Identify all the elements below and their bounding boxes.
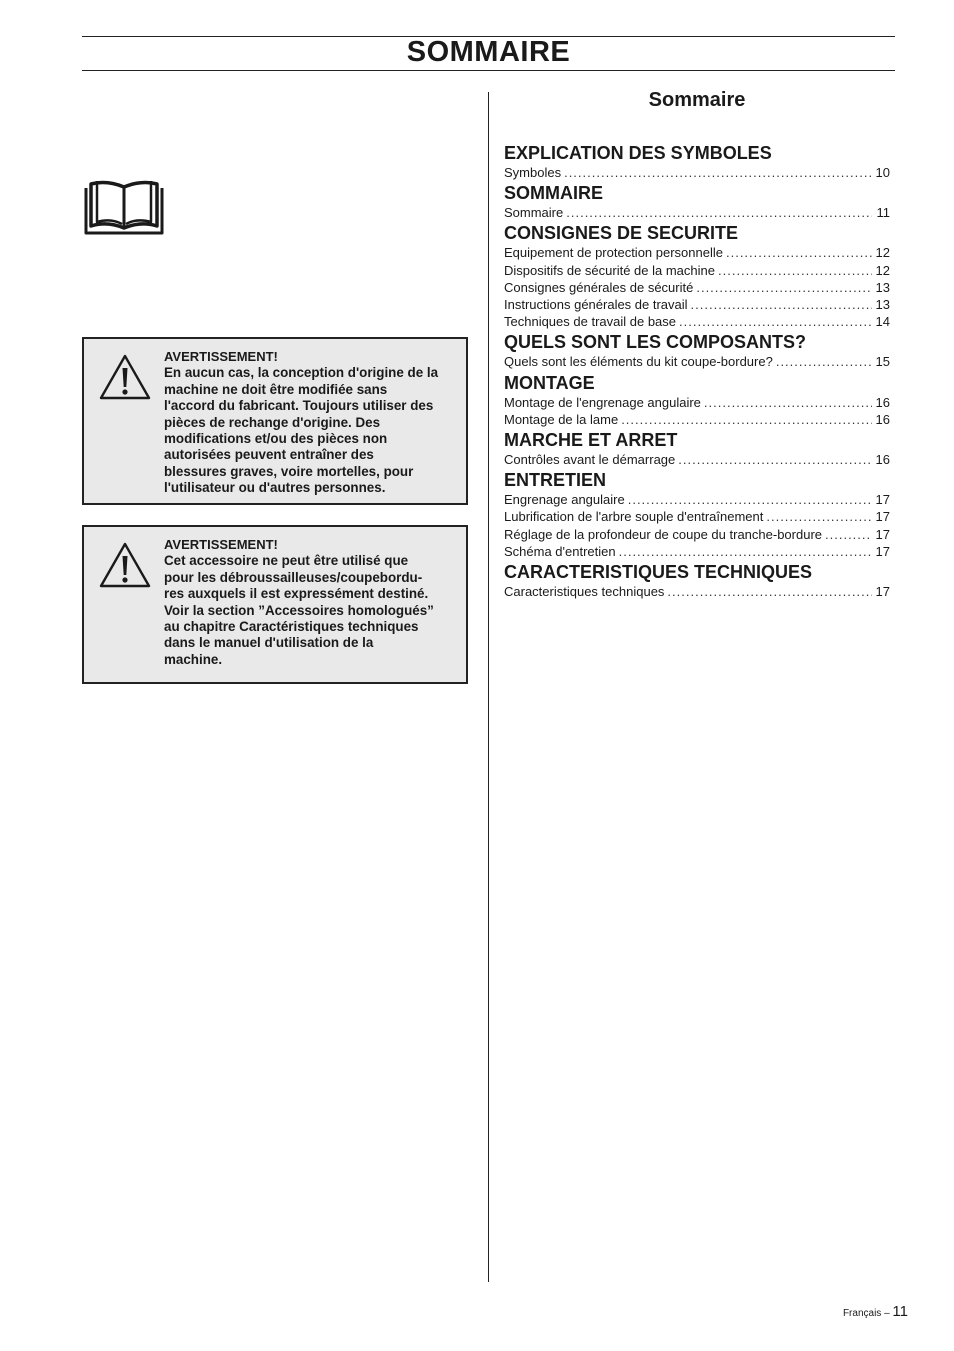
- warning-body: Cet accessoire ne peut être utilisé que pour les débroussailleuses/coupebordu- res auxquels il est expressément destiné. Voir la section ”Accessoires homologués” au chapitre Caractéristiques techniques dans le manuel d'utilisation de la machine.: [164, 553, 434, 667]
- toc-section-heading: QUELS SONT LES COMPOSANTS?: [504, 332, 807, 353]
- toc-entry-label: Instructions générales de travail: [504, 297, 688, 313]
- warning-heading: AVERTISSEMENT!: [164, 349, 278, 364]
- toc-entry: [504, 244, 890, 261]
- toc-entry: [504, 204, 890, 221]
- toc-entry-page: 15: [875, 354, 890, 370]
- toc-entry-page: 16: [875, 411, 890, 427]
- column-divider: [488, 92, 489, 1282]
- toc-entry-label: Quels sont les éléments du kit coupe-bordure?: [504, 354, 773, 370]
- toc-entry-page: 12: [875, 262, 890, 278]
- toc-entry: [504, 491, 890, 508]
- footer-page-number: 11: [892, 1303, 908, 1320]
- toc-entry: [504, 296, 890, 313]
- toc-entry: [504, 451, 890, 468]
- toc-entry-label: Lubrification de l'arbre souple d'entraînement: [504, 509, 764, 525]
- toc-entry-label: Contrôles avant le démarrage: [504, 452, 676, 468]
- toc-sections: [504, 143, 890, 600]
- toc-dot-leader: [679, 313, 872, 330]
- toc-dot-leader: [691, 296, 872, 313]
- toc-entry: [504, 543, 890, 560]
- toc-dot-leader: [619, 543, 872, 560]
- toc-section-heading: CARACTERISTIQUES TECHNIQUES: [504, 562, 813, 583]
- toc-entry: [504, 262, 890, 279]
- toc-section: [504, 183, 890, 221]
- toc-dot-leader: [766, 508, 871, 525]
- toc-entry-label: Engrenage angulaire: [504, 492, 625, 508]
- toc-section: [504, 143, 890, 181]
- toc-section-heading: CONSIGNES DE SECURITE: [504, 223, 739, 244]
- toc-entry-page: 17: [875, 526, 890, 542]
- toc-entry-page: 10: [875, 165, 890, 180]
- toc-entry-label: Equipement de protection personnelle: [504, 245, 723, 261]
- toc-entry-page: 13: [875, 279, 890, 295]
- toc-entry-page: 16: [875, 394, 890, 410]
- toc-entry-page: 12: [875, 245, 890, 261]
- toc-section-heading: SOMMAIRE: [504, 183, 603, 204]
- toc-dot-leader: [566, 204, 872, 221]
- toc-title: Sommaire: [648, 89, 746, 111]
- footer-language: Français –: [842, 1308, 890, 1319]
- toc-entry-page: 14: [875, 314, 890, 330]
- toc-entry: [504, 583, 890, 600]
- toc-entry-page: 11: [876, 205, 890, 221]
- toc-section: [504, 562, 890, 600]
- toc-entry: [504, 526, 890, 543]
- toc-entry: [504, 164, 890, 181]
- toc-dot-leader: [628, 491, 872, 508]
- page-footer: [843, 1303, 908, 1320]
- toc-entry-label: Schéma d'entretien: [504, 543, 616, 559]
- toc-dot-leader: [621, 411, 871, 428]
- toc-entry: [504, 313, 890, 330]
- toc-section: [504, 332, 890, 370]
- toc-entry-label: Réglage de la profondeur de coupe du tranche-bordure: [504, 526, 823, 542]
- toc-entry-label: Caracteristiques techniques: [504, 584, 665, 600]
- toc-section-heading: MONTAGE: [504, 372, 595, 393]
- warning-text: [164, 349, 458, 497]
- warning-triangle-icon: [98, 541, 152, 589]
- toc-dot-leader: [678, 451, 871, 468]
- toc-entry: [504, 411, 890, 428]
- warning-triangle-icon: [98, 353, 152, 401]
- toc-entry-page: 17: [875, 543, 890, 559]
- warning-text: [164, 537, 458, 668]
- toc-entry: [504, 394, 890, 411]
- toc-dot-leader: [704, 394, 872, 411]
- toc-section: [504, 470, 890, 560]
- toc-section-heading: ENTRETIEN: [504, 470, 607, 491]
- toc-entry-label: Techniques de travail de base: [504, 314, 677, 330]
- toc-section: [504, 430, 890, 468]
- title-underline: [82, 70, 895, 71]
- toc-dot-leader: [718, 262, 872, 279]
- warning-box-modification: [82, 337, 468, 505]
- book-icon: [83, 178, 165, 236]
- toc-entry-page: 17: [875, 492, 890, 508]
- toc-entry-label: Montage de l'engrenage angulaire: [504, 394, 701, 410]
- toc-entry-label: Montage de la lame: [504, 411, 619, 427]
- toc-entry-label: Sommaire: [504, 205, 564, 221]
- toc-entry: [504, 353, 890, 370]
- toc-entry-page: 16: [875, 452, 890, 468]
- toc-section: [504, 223, 890, 330]
- toc-entry-page: 13: [875, 297, 890, 313]
- page-title: SOMMAIRE: [406, 36, 571, 68]
- toc-entry: [504, 508, 890, 525]
- toc-dot-leader: [776, 353, 872, 370]
- toc-entry-label: Consignes générales de sécurité: [504, 279, 694, 295]
- toc-entry-label: Dispositifs de sécurité de la machine: [504, 262, 715, 278]
- toc-entry-label: Symboles: [504, 165, 562, 180]
- warning-box-accessory: [82, 525, 468, 684]
- toc-dot-leader: [564, 164, 871, 181]
- toc-section-heading: EXPLICATION DES SYMBOLES: [504, 143, 772, 163]
- toc-section-heading: MARCHE ET ARRET: [504, 430, 678, 451]
- toc-entry-page: 17: [875, 584, 890, 600]
- toc-dot-leader: [726, 244, 872, 261]
- toc-entry-page: 17: [875, 509, 890, 525]
- toc-dot-leader: [667, 583, 871, 600]
- toc-section: [504, 373, 890, 428]
- warning-body: En aucun cas, la conception d'origine de la machine ne doit être modifiée sans l'accord du fabricant. Toujours utiliser des pièces de rechange d'origine. Des modifications et/ou des pièces non autorisées peuvent entraîner des blessures graves, voire mortelles, pour l'utilisateur ou d'autres personnes.: [164, 365, 439, 496]
- toc-entry: [504, 279, 890, 296]
- table-of-contents: [504, 88, 890, 602]
- warning-heading: AVERTISSEMENT!: [164, 537, 278, 552]
- toc-dot-leader: [696, 279, 871, 296]
- toc-dot-leader: [825, 526, 872, 543]
